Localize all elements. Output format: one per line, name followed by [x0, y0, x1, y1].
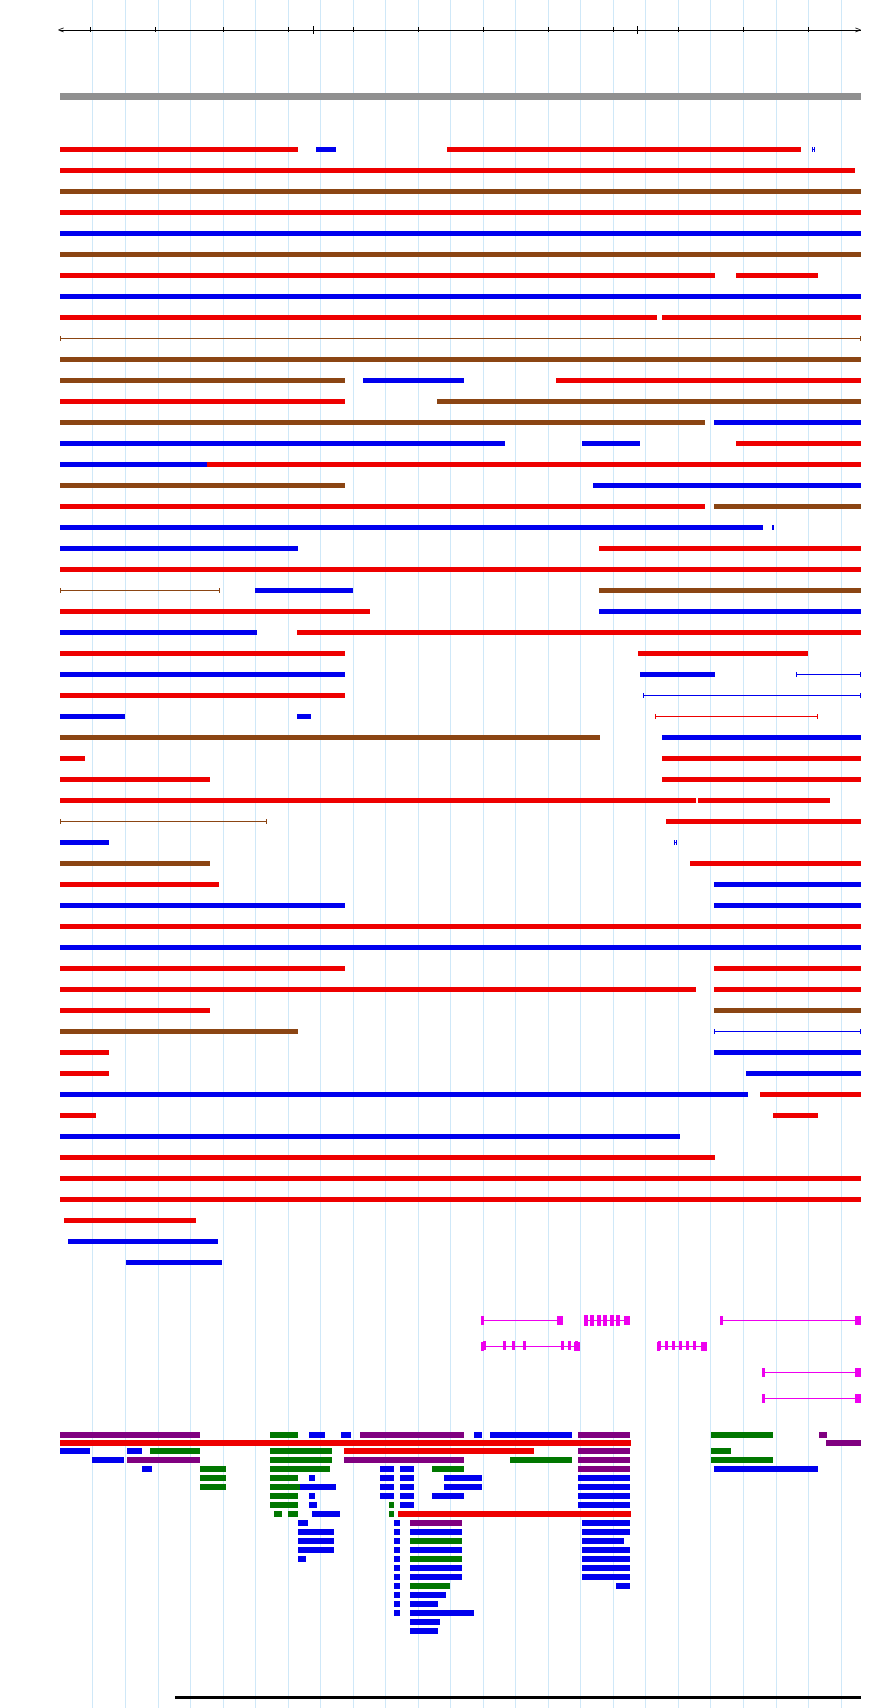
segdup-feature[interactable] — [312, 1511, 340, 1517]
variant-nsv832949-bar[interactable] — [643, 695, 861, 696]
gene-loc100288637-6-exon-start[interactable] — [762, 1394, 765, 1403]
variant-nsv977690-bar[interactable] — [126, 1260, 222, 1265]
variant-esv3892646-bar[interactable] — [655, 716, 818, 717]
variant-nsv568752-bar[interactable] — [638, 651, 808, 656]
segdup-feature[interactable] — [394, 1592, 400, 1598]
gene-golga8h-exon[interactable] — [597, 1315, 601, 1326]
variant-esv3892645-bar[interactable] — [714, 1008, 861, 1013]
variant-dgv2520n100-bar[interactable] — [60, 987, 696, 992]
segdup-feature[interactable] — [400, 1466, 414, 1472]
variant-esv2421738-bar[interactable] — [60, 630, 257, 635]
segdup-feature[interactable] — [444, 1484, 482, 1490]
variant-nsv1040778-bar[interactable] — [60, 147, 298, 152]
variant-esv3892642-cap-right[interactable] — [219, 588, 220, 593]
ruler-minor-tick — [808, 27, 809, 32]
segdup-feature[interactable] — [819, 1432, 827, 1438]
variant-dgv304n27-bar[interactable] — [714, 1031, 861, 1032]
gene-ulk4p2-0-exon-end[interactable] — [557, 1316, 563, 1325]
variant-nsv1478-cap-left[interactable] — [796, 672, 797, 677]
ruler-minor-tick — [223, 27, 224, 32]
segdup-feature[interactable] — [270, 1448, 332, 1454]
variant-nsv428300-bar[interactable] — [60, 210, 861, 215]
variant-esv1523587-cap-left[interactable] — [674, 840, 675, 845]
variant-dgv4422n54-bar[interactable] — [60, 1050, 109, 1055]
gene-exon[interactable] — [503, 1341, 506, 1350]
segdup-feature[interactable] — [270, 1432, 298, 1438]
segdup-feature[interactable] — [432, 1466, 464, 1472]
segdup-feature[interactable] — [410, 1628, 438, 1634]
gene-arhgap11b-4-exon-end[interactable] — [701, 1342, 707, 1351]
gene-loc100288637-5-exon-end[interactable] — [855, 1368, 861, 1377]
segdup-feature[interactable] — [288, 1511, 298, 1517]
segdup-feature[interactable] — [582, 1574, 630, 1580]
variant-esv3892642-bar[interactable] — [60, 590, 220, 591]
segdup-feature[interactable] — [410, 1619, 440, 1625]
variant-dgv2531n100-bar[interactable] — [662, 315, 861, 320]
variant-dgv2495n100-bar[interactable] — [60, 273, 715, 278]
variant-esv3584688-bar[interactable] — [556, 378, 861, 383]
gene-ulk4p2-0-exon-start[interactable] — [481, 1316, 484, 1325]
variant-esv3892643-bar[interactable] — [60, 1113, 96, 1118]
segdup-feature[interactable] — [60, 1440, 631, 1446]
variant-esv22001-bar[interactable] — [316, 147, 336, 152]
variant-dgv2511n100-bar[interactable] — [60, 693, 345, 698]
variant-dgv2503n100-bar[interactable] — [60, 504, 705, 509]
segdup-feature[interactable] — [410, 1610, 474, 1616]
variant-dgv2529n100-bar[interactable] — [599, 588, 861, 593]
variant-dgv2509n100-bar[interactable] — [60, 672, 345, 677]
segdup-feature[interactable] — [578, 1466, 630, 1472]
segdup-feature[interactable] — [578, 1432, 630, 1438]
variant-nsv1038958-bar[interactable] — [60, 903, 345, 908]
variant-nsv977692-bar[interactable] — [582, 441, 640, 446]
variant-dgv2523n100-bar[interactable] — [60, 1092, 748, 1097]
variant-nsv568748-bar[interactable] — [447, 147, 801, 152]
variant-dgv431n67-bar[interactable] — [666, 819, 861, 824]
variant-nsv568764-bar[interactable] — [736, 441, 861, 446]
segdup-feature[interactable] — [432, 1493, 464, 1499]
segdup-feature[interactable] — [92, 1457, 124, 1463]
segdup-feature[interactable] — [582, 1520, 630, 1526]
segdup-feature[interactable] — [270, 1457, 332, 1463]
segdup-feature[interactable] — [400, 1502, 414, 1508]
variant-dgv2533n100-bar[interactable] — [662, 756, 861, 761]
segdup-feature[interactable] — [394, 1556, 400, 1562]
variant-nsv568747-bar[interactable] — [64, 1218, 196, 1223]
segdup-feature[interactable] — [578, 1493, 630, 1499]
gene-exon[interactable] — [568, 1341, 571, 1350]
ruler-tick-28700k — [637, 26, 638, 34]
variant-dgv2512n100-bar[interactable] — [60, 756, 85, 761]
ruler-tick-28600k — [313, 26, 314, 34]
variant-dgv2515n100-bar[interactable] — [60, 861, 210, 866]
ruler-arrow-right: > — [855, 25, 862, 36]
segdup-feature[interactable] — [300, 1484, 336, 1490]
gene-loc100288637-2-line[interactable] — [720, 1320, 861, 1321]
variant-esv3584920-bar[interactable] — [60, 714, 125, 719]
segdup-feature[interactable] — [380, 1475, 394, 1481]
segdup-feature[interactable] — [578, 1475, 630, 1481]
variant-dgv2522n100-bar[interactable] — [60, 1029, 298, 1034]
gene-loc100288637-2-exon-end[interactable] — [855, 1316, 861, 1325]
segdup-feature[interactable] — [60, 1432, 200, 1438]
gene-golga8h-exon[interactable] — [590, 1315, 594, 1326]
gene-loc100288637-6-exon-end[interactable] — [855, 1394, 861, 1403]
variant-nsv9232-cap-left[interactable] — [60, 336, 61, 341]
segdup-feature[interactable] — [582, 1538, 624, 1544]
variant-dgv2500n100-bar[interactable] — [60, 420, 705, 425]
segdup-feature[interactable] — [200, 1484, 226, 1490]
segdup-feature[interactable] — [394, 1601, 400, 1607]
segdup-feature[interactable] — [616, 1583, 630, 1589]
variant-dgv4417n54-bar[interactable] — [60, 315, 657, 320]
segdup-feature[interactable] — [394, 1538, 400, 1544]
decipher-feature[interactable] — [175, 1696, 861, 1699]
gene-arhgap11b-exon[interactable] — [672, 1341, 675, 1350]
variant-esv32700-bar[interactable] — [698, 798, 830, 803]
variant-esv1523587-cap-right[interactable] — [676, 840, 677, 845]
variant-dgv4423n54-bar[interactable] — [60, 1071, 109, 1076]
segdup-feature[interactable] — [410, 1556, 462, 1562]
segdup-feature[interactable] — [410, 1583, 450, 1589]
segdup-feature[interactable] — [410, 1592, 446, 1598]
segdup-feature[interactable] — [309, 1432, 325, 1438]
ruler-minor-tick — [678, 27, 679, 32]
segdup-feature[interactable] — [341, 1432, 351, 1438]
ruler-minor-tick — [743, 27, 744, 32]
segdup-feature[interactable] — [150, 1448, 200, 1454]
variant-dgv2532n100-bar[interactable] — [662, 735, 861, 740]
segdup-feature[interactable] — [394, 1547, 400, 1553]
variant-dgv2514n100-bar[interactable] — [60, 798, 696, 803]
segdup-feature[interactable] — [344, 1457, 464, 1463]
segdup-feature[interactable] — [360, 1432, 464, 1438]
variant-dgv2521n100-bar[interactable] — [60, 1008, 210, 1013]
variant-esv2760022-bar[interactable] — [60, 189, 861, 194]
variant-nsv1478-bar[interactable] — [796, 674, 861, 675]
segdup-feature[interactable] — [142, 1466, 152, 1472]
gene-golga8h-exon[interactable] — [616, 1315, 620, 1326]
ruler-minor-tick — [90, 27, 91, 32]
ruler-minor-tick — [548, 27, 549, 32]
segdup-feature[interactable] — [578, 1484, 630, 1490]
variant-nsv1041708-bar[interactable] — [60, 462, 207, 467]
segdup-feature[interactable] — [410, 1520, 462, 1526]
variant-nsv974547-bar[interactable] — [640, 672, 715, 677]
segdup-feature[interactable] — [582, 1556, 630, 1562]
variant-esv24159-bar[interactable] — [437, 399, 861, 404]
variant-esv3892646-cap-left[interactable] — [655, 714, 656, 719]
variant-nsv469586-bar[interactable] — [60, 882, 219, 887]
variant-esv3892644-bar[interactable] — [68, 1239, 218, 1244]
ruler-minor-tick — [353, 27, 354, 32]
segdup-feature[interactable] — [410, 1601, 438, 1607]
variant-dgv2507n100-bar[interactable] — [60, 651, 345, 656]
segdup-feature[interactable] — [510, 1457, 572, 1463]
gene-golga8h-1-exon-end[interactable] — [624, 1316, 630, 1325]
segdup-feature[interactable] — [410, 1529, 462, 1535]
segdup-feature[interactable] — [309, 1502, 317, 1508]
variant-nsv832948-cap-left[interactable] — [60, 819, 61, 824]
variant-esv3410246-bar[interactable] — [297, 714, 311, 719]
variant-nsv821679-bar[interactable] — [60, 441, 505, 446]
variant-dgv304n27-cap-left[interactable] — [714, 1029, 715, 1034]
segdup-feature[interactable] — [410, 1565, 462, 1571]
segdup-feature[interactable] — [200, 1466, 226, 1472]
gene-exon[interactable] — [512, 1341, 515, 1350]
gene-ulk4p1-3-line[interactable] — [481, 1346, 580, 1347]
variant-dgv2499n100-bar[interactable] — [60, 399, 345, 404]
segdup-feature[interactable] — [270, 1484, 302, 1490]
gene-loc100288637-6-line[interactable] — [762, 1398, 861, 1399]
gene-arhgap11b-exon[interactable] — [658, 1341, 661, 1350]
variant-dgv42e203-bar[interactable] — [60, 252, 861, 257]
variant-nsv832949-cap-left[interactable] — [643, 693, 644, 698]
variant-dgv2518n100-bar[interactable] — [60, 945, 861, 950]
variant-dgv2527n100-bar[interactable] — [297, 630, 861, 635]
segdup-feature[interactable] — [298, 1520, 308, 1526]
segdup-feature[interactable] — [400, 1493, 414, 1499]
variant-dgv20e213-bar[interactable] — [207, 462, 861, 467]
segdup-feature[interactable] — [394, 1520, 400, 1526]
variant-nsv9232-cap-right[interactable] — [860, 336, 861, 341]
variant-nsv456744-bar[interactable] — [714, 903, 861, 908]
variant-dgv2530n100-bar[interactable] — [599, 609, 861, 614]
variant-esv3892642-cap-left[interactable] — [60, 588, 61, 593]
variant-dgv4426n54-bar[interactable] — [690, 861, 861, 866]
variant-nsv817677-bar[interactable] — [714, 966, 861, 971]
gene-exon[interactable] — [561, 1341, 564, 1350]
cytoband-15q13-2[interactable] — [60, 93, 861, 100]
segdup-feature[interactable] — [200, 1475, 226, 1481]
segdup-feature[interactable] — [270, 1493, 298, 1499]
segdup-feature[interactable] — [444, 1475, 482, 1481]
segdup-feature[interactable] — [410, 1574, 462, 1580]
variant-nsv1049226-bar[interactable] — [60, 735, 600, 740]
segdup-feature[interactable] — [400, 1475, 414, 1481]
segdup-feature[interactable] — [394, 1565, 400, 1571]
segdup-feature[interactable] — [298, 1538, 334, 1544]
variant-dgv4427n54-bar[interactable] — [714, 1050, 861, 1055]
variant-nsv817678-bar[interactable] — [714, 987, 861, 992]
gene-arhgap11b-exon[interactable] — [665, 1341, 668, 1350]
variant-dgv2517n100-bar[interactable] — [60, 924, 861, 929]
variant-nsv832948-bar[interactable] — [60, 821, 267, 822]
segdup-feature[interactable] — [582, 1565, 630, 1571]
variant-dgv2502n100-bar[interactable] — [60, 483, 345, 488]
ruler-minor-tick — [483, 27, 484, 32]
variant-nsv442696-bar[interactable] — [60, 840, 109, 845]
variant-dgv2524n100-bar[interactable] — [60, 1155, 715, 1160]
variant-esv2421741-bar[interactable] — [662, 777, 861, 782]
ruler-arrow-left: < — [58, 25, 65, 36]
gene-exon[interactable] — [483, 1341, 486, 1350]
variant-nsv525795-bar[interactable] — [714, 882, 861, 887]
variant-nsv516317-bar[interactable] — [714, 504, 861, 509]
variant-nsv9232-bar[interactable] — [60, 338, 861, 339]
segdup-feature[interactable] — [309, 1493, 315, 1499]
segdup-feature[interactable] — [127, 1448, 142, 1454]
segdup-feature[interactable] — [270, 1466, 330, 1472]
segdup-feature[interactable] — [394, 1529, 400, 1535]
segdup-feature[interactable] — [127, 1457, 200, 1463]
segdup-feature[interactable] — [389, 1502, 394, 1508]
segdup-feature[interactable] — [711, 1432, 773, 1438]
gene-arhgap11b-exon[interactable] — [679, 1341, 682, 1350]
variant-dgv4425n54-bar[interactable] — [593, 483, 861, 488]
variant-nsv977691-bar[interactable] — [363, 378, 464, 383]
variant-nsv1049639-bar[interactable] — [60, 357, 861, 362]
variant-nsv1053014-bar[interactable] — [746, 1071, 861, 1076]
gene-golga8h-exon[interactable] — [610, 1315, 614, 1326]
segdup-feature[interactable] — [270, 1475, 298, 1481]
gene-loc100288637-2-exon-start[interactable] — [720, 1316, 723, 1325]
variant-nsv832949-cap-right[interactable] — [860, 693, 861, 698]
variant-dgv2519n100-bar[interactable] — [60, 966, 345, 971]
segdup-feature[interactable] — [398, 1511, 631, 1517]
ruler-minor-tick — [288, 27, 289, 32]
segdup-feature[interactable] — [344, 1448, 534, 1454]
segdup-feature[interactable] — [298, 1547, 334, 1553]
segdup-feature[interactable] — [394, 1583, 400, 1589]
variant-nsv518720-bar[interactable] — [60, 231, 861, 236]
variant-nsv568765-bar[interactable] — [773, 1113, 818, 1118]
variant-dgv2528n100-bar[interactable] — [599, 546, 861, 551]
variant-nsv984042-bar[interactable] — [255, 588, 353, 593]
gene-golga8h-exon[interactable] — [603, 1315, 607, 1326]
segdup-feature[interactable] — [270, 1502, 298, 1508]
gene-arhgap11b-exon[interactable] — [693, 1341, 696, 1350]
variant-esv1537205-cap-right[interactable] — [814, 147, 815, 152]
variant-dgv2505n100-bar[interactable] — [60, 567, 861, 572]
segdup-feature[interactable] — [394, 1610, 400, 1616]
segdup-feature[interactable] — [711, 1457, 773, 1463]
ruler-minor-tick — [155, 27, 156, 32]
gene-loc100288637-5-exon-start[interactable] — [762, 1368, 765, 1377]
gene-ulk4p2-0-line[interactable] — [481, 1320, 563, 1321]
segdup-feature[interactable] — [394, 1574, 400, 1580]
variant-esv3892646-cap-right[interactable] — [817, 714, 818, 719]
gene-loc100288637-5-line[interactable] — [762, 1372, 861, 1373]
segdup-feature[interactable] — [490, 1432, 572, 1438]
segdup-feature[interactable] — [400, 1484, 414, 1490]
segdup-feature[interactable] — [389, 1511, 394, 1517]
variant-nsv1049195-bar[interactable] — [60, 1134, 680, 1139]
gene-arhgap11b-exon[interactable] — [686, 1341, 689, 1350]
variant-esv1537205-cap-left[interactable] — [812, 147, 813, 152]
variant-dgv2525n100-bar[interactable] — [60, 1176, 861, 1181]
segdup-feature[interactable] — [380, 1493, 394, 1499]
ruler-axis — [60, 30, 861, 31]
gene-golga8h-exon[interactable] — [584, 1315, 588, 1326]
segdup-feature[interactable] — [582, 1547, 630, 1553]
segdup-feature[interactable] — [410, 1538, 462, 1544]
segdup-feature[interactable] — [410, 1547, 462, 1553]
variant-nsv832948-cap-right[interactable] — [266, 819, 267, 824]
variant-esv3584919-bar[interactable] — [60, 546, 298, 551]
variant-dgv4419n54-bar[interactable] — [60, 609, 370, 614]
variant-dgv2496n100-bar[interactable] — [60, 294, 861, 299]
segdup-feature[interactable] — [714, 1466, 818, 1472]
gene-exon[interactable] — [523, 1341, 526, 1350]
segdup-feature[interactable] — [60, 1448, 90, 1454]
variant-nsv568763-bar[interactable] — [736, 273, 818, 278]
variant-dgv2526n100-bar[interactable] — [60, 1197, 861, 1202]
segdup-feature[interactable] — [380, 1484, 394, 1490]
segdup-feature[interactable] — [578, 1448, 630, 1454]
segdup-feature[interactable] — [474, 1432, 482, 1438]
segdup-feature[interactable] — [578, 1502, 630, 1508]
variant-dgv2513n100-bar[interactable] — [60, 777, 210, 782]
segdup-feature[interactable] — [274, 1511, 282, 1517]
segdup-feature[interactable] — [578, 1457, 630, 1463]
segdup-feature[interactable] — [309, 1475, 315, 1481]
segdup-feature[interactable] — [826, 1440, 861, 1446]
ruler-minor-tick — [613, 27, 614, 32]
variant-nsv471233-bar[interactable] — [714, 420, 861, 425]
gene-exon[interactable] — [575, 1341, 578, 1350]
segdup-feature[interactable] — [298, 1556, 306, 1562]
ruler-minor-tick — [418, 27, 419, 32]
segdup-feature[interactable] — [711, 1448, 731, 1454]
variant-nsv442697-bar[interactable] — [760, 1092, 861, 1097]
segdup-feature[interactable] — [298, 1529, 334, 1535]
variant-dgv2498n100-bar[interactable] — [60, 378, 345, 383]
variant-dgv304n27-cap-right[interactable] — [860, 1029, 861, 1034]
variant-esv2751526-bar[interactable] — [60, 168, 855, 173]
segdup-feature[interactable] — [380, 1466, 394, 1472]
variant-dgv2504n100-bar[interactable] — [60, 525, 763, 530]
segdup-feature[interactable] — [582, 1529, 630, 1535]
variant-nsv1478-cap-right[interactable] — [860, 672, 861, 677]
variant-nsv832950-cap-right[interactable] — [773, 525, 774, 530]
